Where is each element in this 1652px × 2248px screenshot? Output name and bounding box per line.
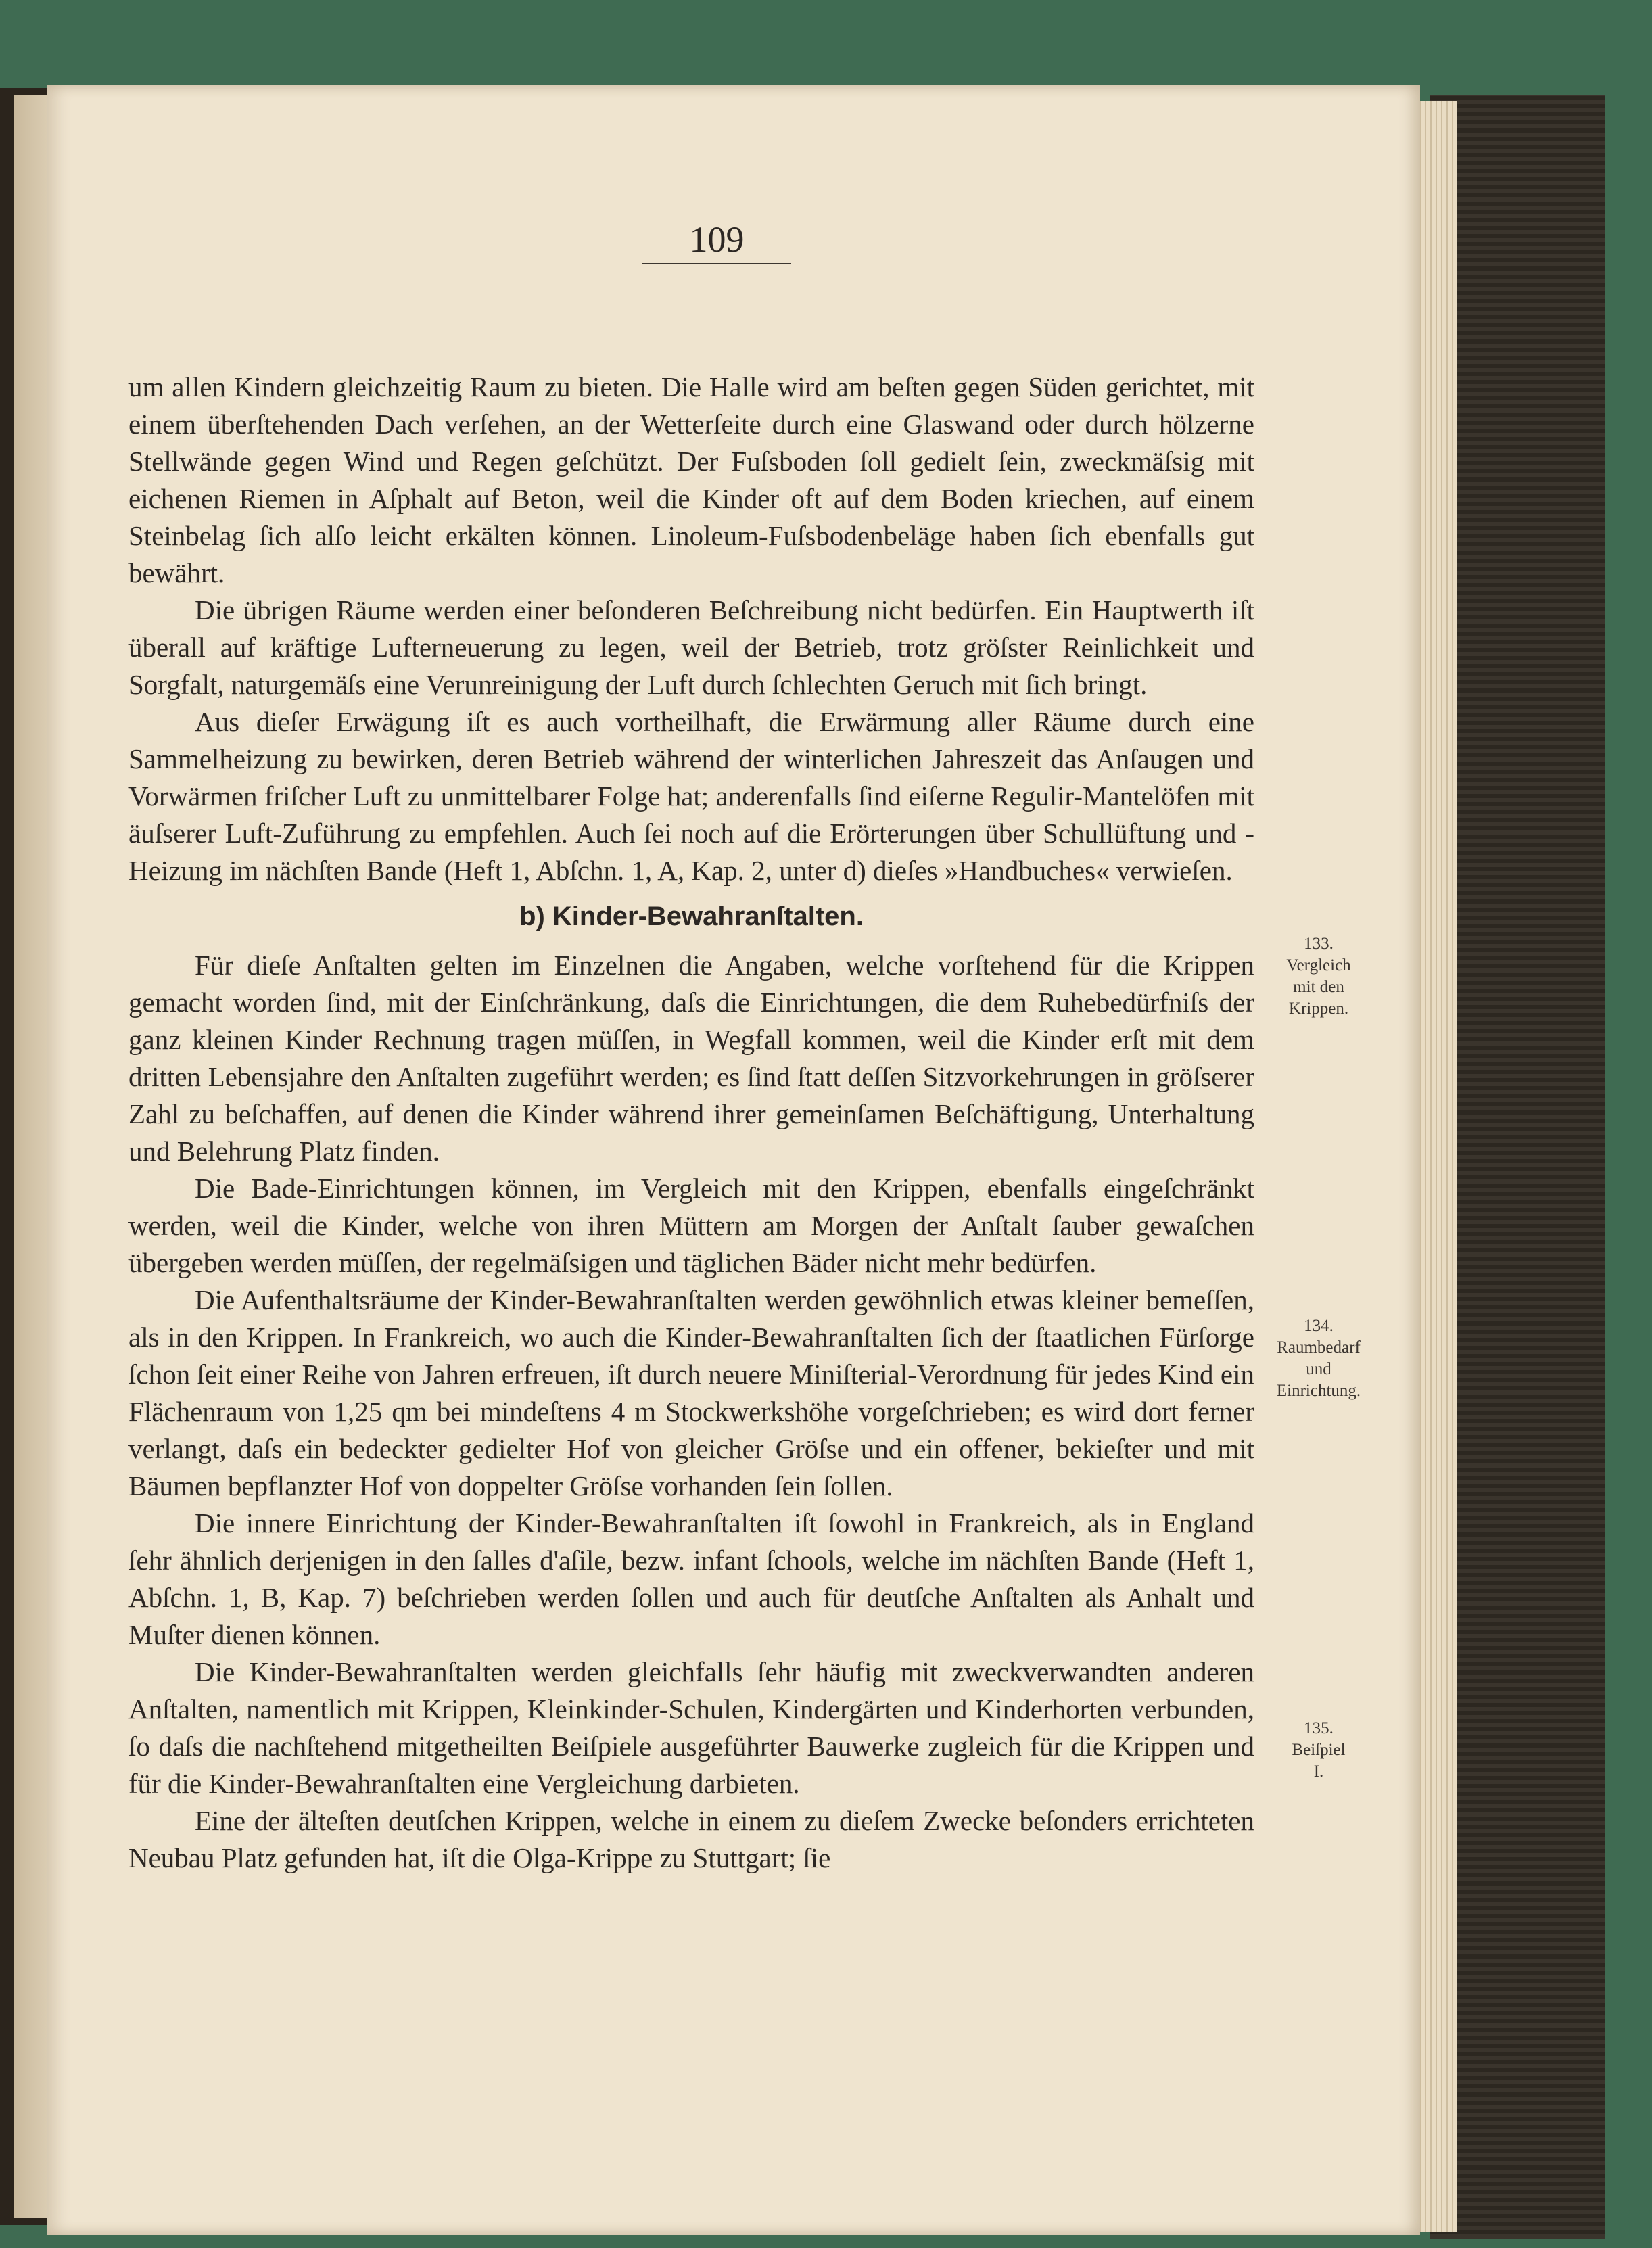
book-page (47, 85, 1420, 2235)
paragraph: Eine der älteſten deutſchen Krippen, welche in einem zu dieſem Zwecke beſonders errichteten Neubau Platz gefunden hat, iſt die Olga-Krippe zu Stuttgart; ſie (128, 1805, 1254, 1873)
margin-note (1261, 1315, 1376, 1402)
margin-note-number: 135. (1304, 1719, 1334, 1737)
margin-note-line: I. (1313, 1762, 1324, 1781)
section-heading: b) Kinder-Bewahranſtalten. (519, 901, 864, 931)
paragraph: Die Bade-Einrichtungen können, im Vergleich mit den Krippen, ebenfalls eingeſchränkt werden, weil die Kinder, welche von ihren Müttern am Morgen der Anſtalt ſauber gewaſchen übergeben werden müſſen, der regelmäſsigen und täglichen Bäder nicht mehr bedürfen. (128, 1173, 1254, 1278)
margin-note-line: und (1306, 1360, 1331, 1378)
margin-note-line: Vergleich (1286, 956, 1351, 975)
margin-note-line: mit den (1293, 978, 1344, 996)
margin-note-number: 134. (1304, 1317, 1334, 1335)
page-number: 109 (642, 218, 791, 264)
margin-note-line: Krippen. (1288, 1000, 1349, 1018)
paragraph: Die übrigen Räume werden einer beſonderen Beſchreibung nicht bedürfen. Ein Hauptwerth iſt überall auf kräftige Lufterneuerung zu legen, weil der Betrieb, trotz gröſster Reinlichkeit und Sorgfalt, naturgemäſs eine Verunreinigung der Luft durch ſchlechten Geruch mit ſich bringt. (128, 594, 1254, 700)
paragraph: Die Aufenthaltsräume der Kinder-Bewahranſtalten werden gewöhnlich etwas kleiner bemeſſen, als in den Krippen. In Frankreich, wo auch die Kinder-Bewahranſtalten ſich der ſtaatlichen Fürſorge ſchon ſeit einer Reihe von Jahren erfreuen, iſt durch neuere Miniſterial-Verordnung für jedes Kind ein Flächenraum von 1,25 qm bei mindeſtens 4 m Stockwerkshöhe vorgeſchrieben; es wird dort ferner verlangt, daſs ein bedeckter gedielter Hof von gleicher Gröſse und ein offener, bekieſter und mit Bäumen bepflanzter Hof von doppelter Gröſse vorhanden ſein ſollen. (128, 1284, 1254, 1501)
margin-note-line: Einrichtung. (1276, 1382, 1361, 1400)
margin-note-number: 133. (1304, 935, 1334, 953)
paragraph: um allen Kindern gleichzeitig Raum zu bieten. Die Halle wird am beſten gegen Süden gerichtet, mit einem überſtehenden Dach verſehen, an der Wetterſeite durch eine Glaswand oder durch hölzerne Stellwände gegen Wind und Regen geſchützt. Der Fuſsboden ſoll gedielt ſein, zweckmäſsig mit eichenen Riemen in Aſphalt auf Beton, weil die Kinder oft auf dem Boden kriechen, auf einem Steinbelag ſich alſo leicht erkälten können. Linoleum-Fuſsbodenbeläge haben ſich ebenfalls gut bewährt. (128, 371, 1254, 588)
paragraph: Aus dieſer Erwägung iſt es auch vortheilhaft, die Erwärmung aller Räume durch eine Sammelheizung zu bewirken, deren Betrieb während der winterlichen Jahreszeit das Anſaugen und Vorwärmen friſcher Luft zu unmittelbarer Folge hat; anderenfalls ſind eiſerne Regulir-Mantelöfen mit äuſserer Luft-Zuführung zu empfehlen. Auch ſei noch auf die Erörterungen über Schullüftung und -Heizung im nächſten Bande (Heft 1, Abſchn. 1, A, Kap. 2, unter d) dieſes »Handbuches« verwieſen. (128, 706, 1254, 886)
paragraph: Die Kinder-Bewahranſtalten werden gleichfalls ſehr häufig mit zweckverwandten anderen Anſtalten, namentlich mit Krippen, Kleinkinder-Schulen, Kindergärten und Kinderhorten verbunden, ſo daſs die nachſtehend mitgetheilten Beiſpiele ausgeführter Bauwerke zugleich für die Krippen und für die Kinder-Bewahranſtalten eine Vergleichung darbieten. (128, 1656, 1254, 1799)
paragraph: Für dieſe Anſtalten gelten im Einzelnen die Angaben, welche vorſtehend für die Krippen gemacht worden ſind, mit der Einſchränkung, daſs die Einrichtungen, die dem Ruhebedürfniſs der ganz kleinen Kinder Rechnung tragen müſſen, in Wegfall kommen, weil die Kinder erſt mit dem dritten Lebensjahre den Anſtalten zugeführt werden; es ſind ſtatt deſſen Sitzvorkehrungen in gröſserer Zahl zu beſchaffen, auf denen die Kinder während ihrer gemeinſamen Beſchäftigung, Unterhaltung und Belehrung Platz finden. (128, 950, 1254, 1167)
margin-note (1261, 1718, 1376, 1783)
margin-note (1261, 933, 1376, 1020)
margin-note-line: Beiſpiel (1292, 1741, 1346, 1759)
paragraph: Die innere Einrichtung der Kinder-Bewahranſtalten iſt ſowohl in Frankreich, als in England ſehr ähnlich derjenigen in den ſalles d'aſile, bezw. infant ſchools, welche im nächſten Bande (Heft 1, Abſchn. 1, B, Kap. 7) beſchrieben werden ſollen und auch für deutſche Anſtalten als Anhalt und Muſter dienen können. (128, 1507, 1254, 1650)
margin-note-line: Raumbedarf (1277, 1338, 1361, 1357)
text-block (128, 369, 1254, 1877)
